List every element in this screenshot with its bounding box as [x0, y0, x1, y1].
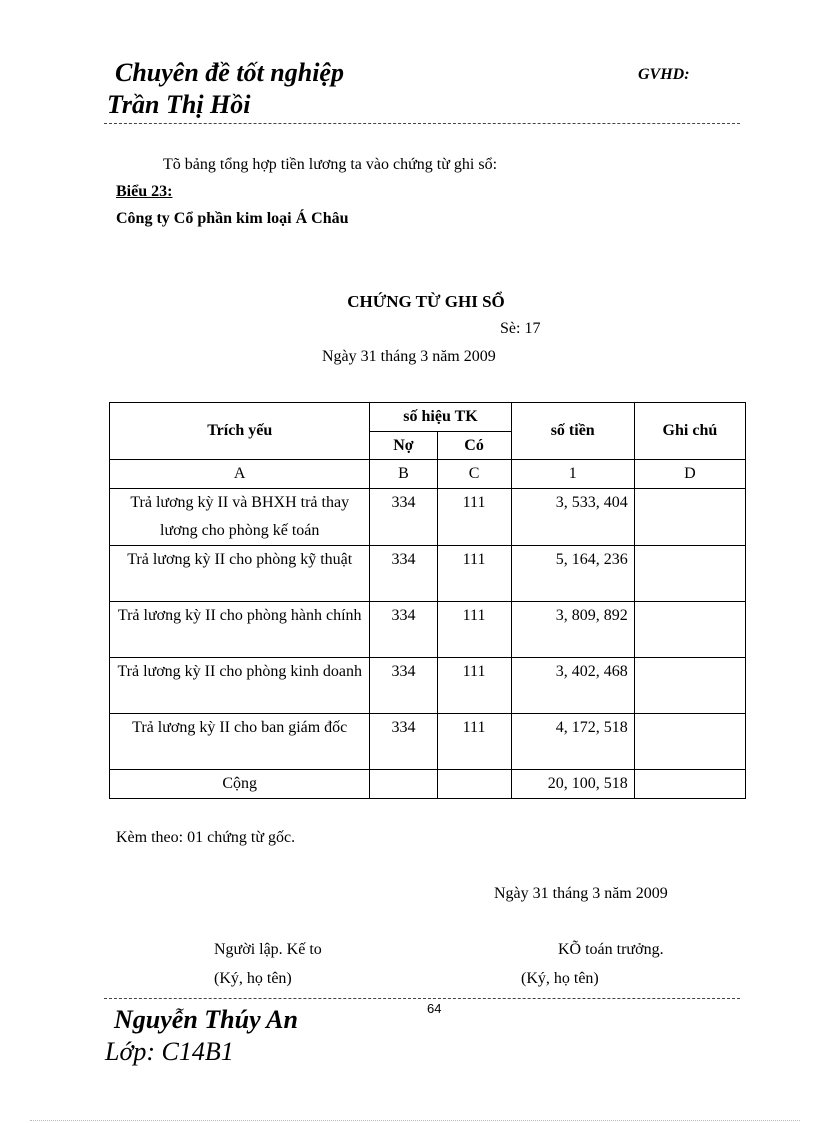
voucher-table [109, 402, 746, 799]
footer-name: Nguyễn Thúy An [114, 1005, 298, 1034]
chief-signature-hint: (Ký, họ tên) [521, 970, 599, 987]
header-title: Chuyên đề tốt nghiệp [115, 58, 344, 87]
code-description: A [110, 460, 370, 489]
row-note [634, 658, 745, 714]
preparer-signature-hint: (Ký, họ tên) [214, 970, 292, 987]
col-header-debit: Nợ [370, 432, 437, 460]
document-date: Ngày 31 tháng 3 năm 2009 [322, 348, 496, 365]
row-debit: 334 [370, 714, 437, 770]
col-header-note: Ghi chú [634, 403, 745, 460]
total-label: Cộng [110, 770, 370, 799]
table-row [110, 714, 746, 770]
row-debit: 334 [370, 658, 437, 714]
row-note [634, 489, 745, 546]
code-debit: B [370, 460, 437, 489]
header-divider [104, 123, 740, 124]
total-credit [437, 770, 511, 799]
page-bottom-border [30, 1120, 800, 1121]
table-row [110, 489, 746, 546]
row-note [634, 714, 745, 770]
total-note [634, 770, 745, 799]
code-amount: 1 [511, 460, 634, 489]
row-amount: 3, 533, 404 [511, 489, 634, 546]
row-credit: 111 [437, 714, 511, 770]
company-name: Công ty Cổ phần kim loại Á Châu [116, 210, 349, 227]
row-description: Trả lương kỳ II và BHXH trả thay lương cho phòng kế toán [110, 489, 370, 546]
code-credit: C [437, 460, 511, 489]
row-amount: 3, 809, 892 [511, 602, 634, 658]
col-header-description: Trích yếu [110, 403, 370, 460]
row-description: Trả lương kỳ II cho phòng kinh doanh [110, 658, 370, 714]
row-amount: 3, 402, 468 [511, 658, 634, 714]
footer-divider [104, 998, 740, 999]
preparer-title: Người lập. Kế to [214, 941, 322, 958]
row-note [634, 546, 745, 602]
chief-accountant-title: KÕ toán trưởng. [558, 941, 664, 958]
table-row [110, 602, 746, 658]
document-number: Sè: 17 [500, 320, 541, 337]
table-row [110, 658, 746, 714]
page-number: 64 [427, 1001, 442, 1016]
attachment-text: Kèm theo: 01 chứng từ gốc. [116, 829, 296, 846]
total-row [110, 770, 746, 799]
header-author: Trần Thị Hồi [107, 90, 251, 119]
row-credit: 111 [437, 489, 511, 546]
row-description: Trả lương kỳ II cho ban giám đốc [110, 714, 370, 770]
row-debit: 334 [370, 602, 437, 658]
table-row [110, 546, 746, 602]
row-description: Trả lương kỳ II cho phòng kỹ thuật [110, 546, 370, 602]
row-description: Trả lương kỳ II cho phòng hành chính [110, 602, 370, 658]
row-debit: 334 [370, 546, 437, 602]
footer-class: Lớp: C14B1 [105, 1037, 234, 1066]
row-debit: 334 [370, 489, 437, 546]
col-header-amount: số tiền [511, 403, 634, 460]
header-advisor-label: GVHD: [638, 66, 690, 83]
col-header-credit: Có [437, 432, 511, 460]
document-title: CHỨNG TỪ GHI SỔ [347, 292, 505, 311]
exhibit-label: Biểu 23: [116, 183, 173, 200]
row-amount: 4, 172, 518 [511, 714, 634, 770]
code-row [110, 460, 746, 489]
code-note: D [634, 460, 745, 489]
row-credit: 111 [437, 658, 511, 714]
row-amount: 5, 164, 236 [511, 546, 634, 602]
total-debit [370, 770, 437, 799]
row-credit: 111 [437, 602, 511, 658]
signature-date: Ngày 31 tháng 3 năm 2009 [494, 885, 668, 902]
col-header-account-group: số hiệu TK [370, 403, 511, 432]
row-note [634, 602, 745, 658]
intro-text: Tõ bảng tổng hợp tiền lương ta vào chứng từ ghi sổ: [163, 156, 498, 173]
total-amount: 20, 100, 518 [511, 770, 634, 799]
row-credit: 111 [437, 546, 511, 602]
